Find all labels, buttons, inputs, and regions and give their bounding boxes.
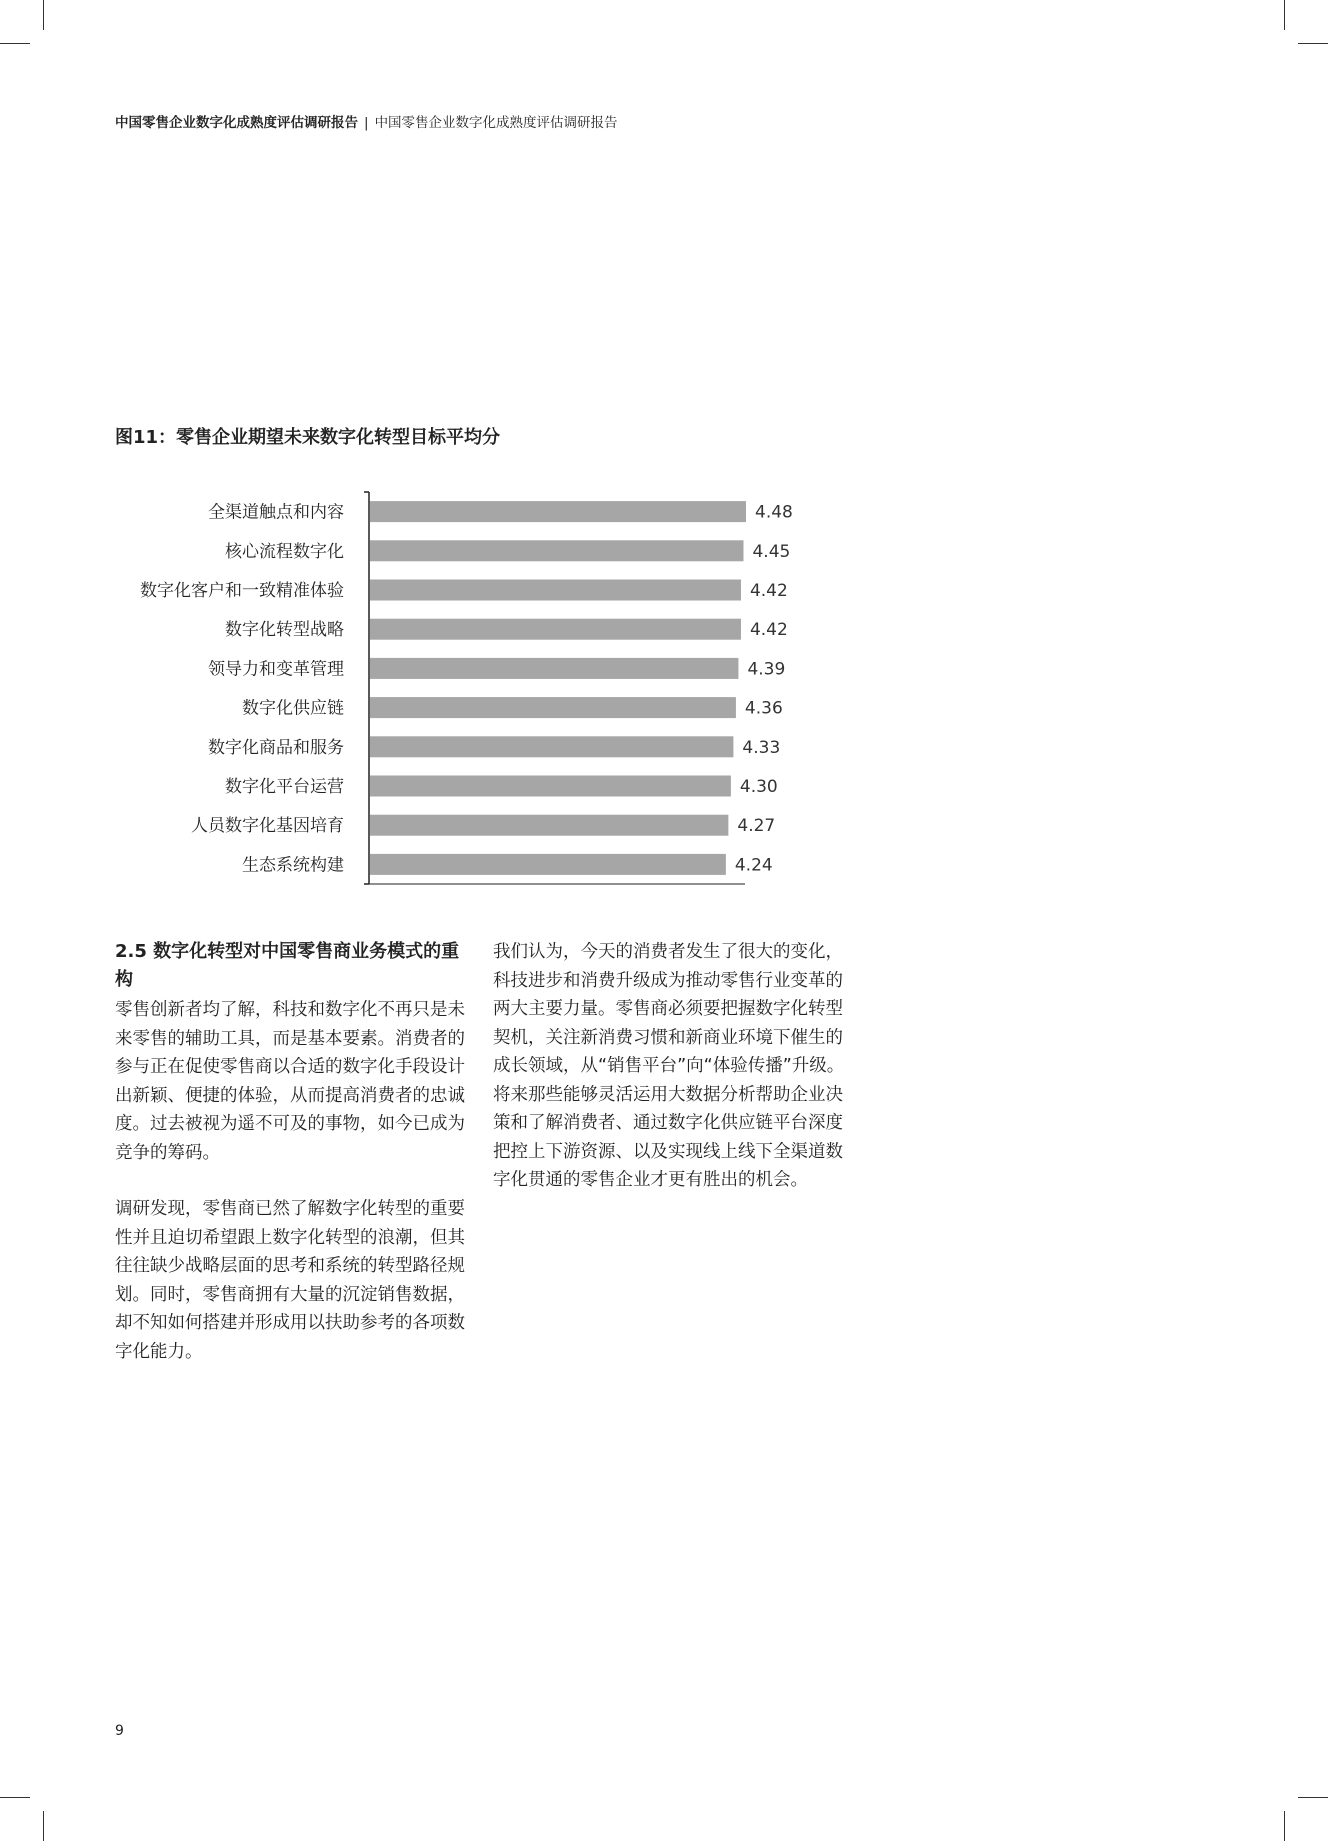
value-label: 4.27 xyxy=(737,816,776,837)
category-label: 数字化商品和服务 xyxy=(208,737,344,758)
value-label: 4.48 xyxy=(755,502,793,523)
value-label: 4.39 xyxy=(747,659,786,680)
value-label: 4.36 xyxy=(744,698,783,719)
bar xyxy=(370,501,746,522)
body-paragraph: 零售创新者均了解，科技和数字化不再只是未来零售的辅助工具，而是基本要素。消费者的参与正在促使零售商以合适的数字化手段设计出新颖、便捷的体验，从而提高消费者的忠诚度。过去被视为遥不可及的事物，如今已成为竞争的筹码。 xyxy=(115,1000,465,1163)
body-paragraph: 我们认为，今天的消费者发生了很大的变化，科技进步和消费升级成为推动零售行业变革的两大主要力量。零售商必须要把握数字化转型契机，关注新消费习惯和新商业环境下催生的成长领域，从“销售平台”向“体验传播”升级。将来那些能够灵活运用大数据分析帮助企业决策和了解消费者、通过数字化供应链平台深度把控上下游资源、以及实现线上线下全渠道数字化贯通的零售企业才更有胜出的机会。 xyxy=(493,942,845,1190)
running-header-title-regular: 中国零售企业数字化成熟度评估调研报告 xyxy=(374,115,618,131)
bar xyxy=(370,580,741,601)
category-label: 数字化供应链 xyxy=(242,698,344,719)
category-label: 人员数字化基因培育 xyxy=(191,816,344,837)
text-column-right xyxy=(493,938,848,1223)
category-label: 数字化平台运营 xyxy=(225,777,344,797)
value-label: 4.33 xyxy=(742,737,781,758)
running-header-title-bold: 中国零售企业数字化成熟度评估调研报告 xyxy=(115,115,358,131)
category-label: 领导力和变革管理 xyxy=(208,659,344,680)
bar xyxy=(370,815,728,836)
value-label: 4.42 xyxy=(749,581,788,601)
category-label: 数字化客户和一致精准体验 xyxy=(140,581,344,601)
value-label: 4.30 xyxy=(739,777,778,797)
bar xyxy=(370,776,731,797)
bar xyxy=(370,697,736,718)
value-label: 4.45 xyxy=(752,541,791,562)
category-label: 数字化转型战略 xyxy=(225,620,344,641)
body-paragraph: 调研发现，零售商已然了解数字化转型的重要性并且迫切希望跟上数字化转型的浪潮，但其往往缺少战略层面的思考和系统的转型路径规划。同时，零售商拥有大量的沉淀销售数据，却不知如何搭建并形成用以扶助参考的各项数字化能力。 xyxy=(115,1199,465,1362)
bar xyxy=(370,658,738,679)
page-number: 9 xyxy=(115,1723,124,1739)
text-column-left xyxy=(115,938,470,1394)
figure-title: 图11：零售企业期望未来数字化转型目标平均分 xyxy=(115,427,501,448)
bar xyxy=(370,619,741,640)
bar xyxy=(370,540,743,561)
value-label: 4.24 xyxy=(734,855,773,876)
running-header-separator: | xyxy=(364,115,369,131)
bar xyxy=(370,854,726,875)
value-label: 4.42 xyxy=(749,620,788,641)
category-label: 核心流程数字化 xyxy=(225,541,344,562)
bar xyxy=(370,736,733,757)
category-label: 全渠道触点和内容 xyxy=(208,502,344,523)
section-heading: 2.5 数字化转型对中国零售商业务模式的重构 xyxy=(115,941,460,990)
category-label: 生态系统构建 xyxy=(242,855,344,876)
